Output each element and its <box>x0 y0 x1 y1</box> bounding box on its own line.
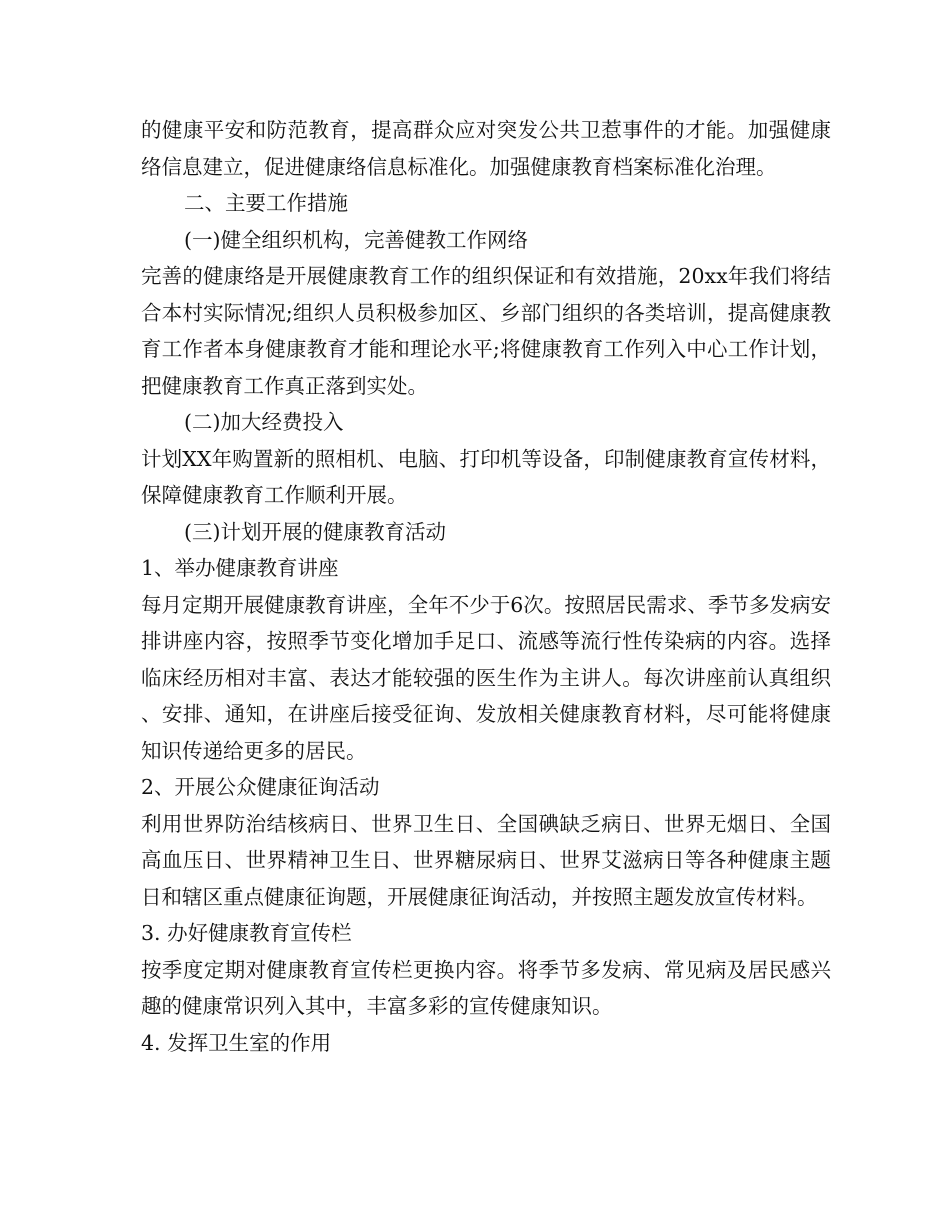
paragraph-lectures: 每月定期开展健康教育讲座，全年不少于6次。按照居民需求、季节多发病安排讲座内容，按照季节变化增加手足口、流感等流行性传染病的内容。选择临床经历相对丰富、表达才能较强的医生作为主讲人。每次讲座前认真组织、安排、通知，在讲座后接受征询、发放相关健康教育材料，尽可能将健康知识传递给更多的居民。 <box>141 592 831 763</box>
paragraph-1: 的健康平安和防范教育，提高群众应对突发公共卫惹事件的才能。加强健康络信息建立，促进健康络信息标准化。加强健康教育档案标准化治理。 <box>141 118 831 179</box>
subheading-funding: (二)加大经费投入 <box>184 410 344 434</box>
item-heading-lectures: 1、举办健康教育讲座 <box>141 556 339 580</box>
section-heading-main-measures: 二、主要工作措施 <box>184 191 348 215</box>
item-heading-clinic-role: 4. 发挥卫生室的作用 <box>141 1030 332 1055</box>
subheading-organization: (一)健全组织机构，完善健教工作网络 <box>184 227 528 252</box>
subheading-activities: (三)计划开展的健康教育活动 <box>184 519 446 544</box>
item-heading-consultation: 2、开展公众健康征询活动 <box>141 775 380 799</box>
paragraph-funding: 计划XX年购置新的照相机、电脑、打印机等设备，印制健康教育宣传材料，保障健康教育工作顺利开展。 <box>141 446 831 507</box>
document-body <box>141 112 831 1061</box>
item-heading-bulletin-board: 3. 办好健康教育宣传栏 <box>141 921 352 945</box>
paragraph-organization: 完善的健康络是开展健康教育工作的组织保证和有效措施，20xx年我们将结合本村实际情况;组织人员积极参加区、乡部门组织的各类培训，提高健康教育工作者本身健康教育才能和理论水平;将健康教育工作列入中心工作计划，把健康教育工作真正落到实处。 <box>141 264 831 398</box>
paragraph-consultation: 利用世界防治结核病日、世界卫生日、全国碘缺乏病日、世界无烟日、全国高血压日、世界精神卫生日、世界糖尿病日、世界艾滋病日等各种健康主题日和辖区重点健康征询题，开展健康征询活动，并按照主题发放宣传材料。 <box>141 811 831 909</box>
paragraph-bulletin-board: 按季度定期对健康教育宣传栏更换内容。将季节多发病、常见病及居民感兴趣的健康常识列入其中，丰富多彩的宣传健康知识。 <box>141 957 831 1018</box>
